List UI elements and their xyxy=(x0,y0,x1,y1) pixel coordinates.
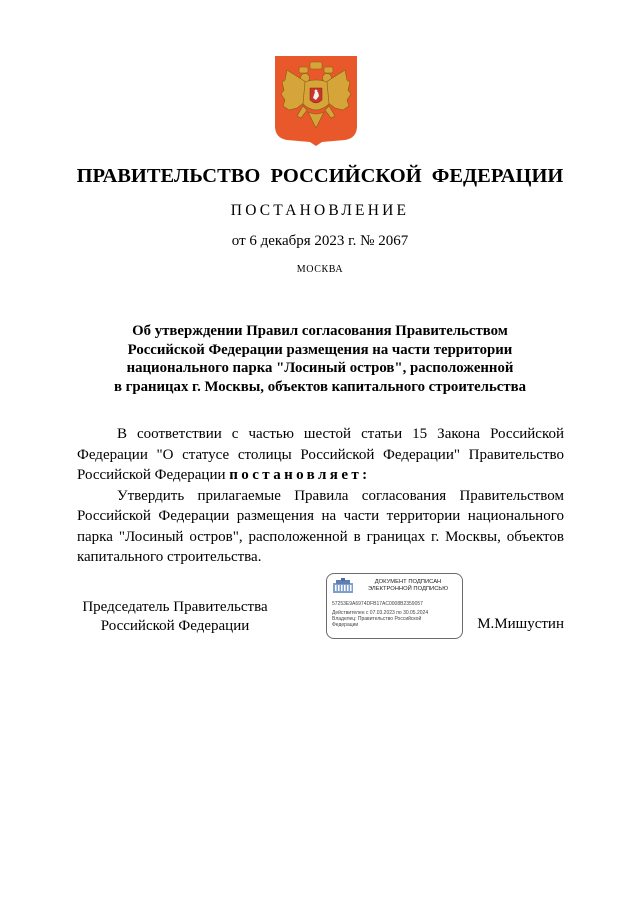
government-title: ПРАВИТЕЛЬСТВО РОССИЙСКОЙ ФЕДЕРАЦИИ xyxy=(76,165,564,187)
document-type: ПОСТАНОВЛЕНИЕ xyxy=(230,202,410,219)
stamp-title-line: ЭЛЕКТРОННОЙ ПОДПИСЬЮ xyxy=(367,586,449,592)
document-date-number: от 6 декабря 2023 г. № 2067 xyxy=(231,233,409,249)
government-building-icon xyxy=(332,578,354,594)
subject-line: в границах г. Москвы, объектов капитального строительства xyxy=(113,378,527,395)
signatory-name: М.Мишустин xyxy=(477,616,564,632)
stamp-owner-line: Федерации xyxy=(332,622,359,628)
document-subject xyxy=(80,322,560,396)
body-paragraph-1-text: В соответствии с частью шестой статьи 15 Закона Российской Федерации "О статусе столицы Российской Федерации" Правительство Российской Федерации xyxy=(77,426,564,483)
document-city: МОСКВА xyxy=(296,264,344,275)
stamp-owner-line: Владелец: Правительство Российской xyxy=(332,616,422,622)
document-body xyxy=(77,424,564,568)
stamp-serial: 57253E9A6974DFB17AC0008B2359057 xyxy=(332,601,423,607)
signatory-position-line: Председатель Правительства xyxy=(82,599,268,615)
coat-of-arms-emblem xyxy=(275,56,357,146)
electronic-signature-stamp xyxy=(326,573,463,639)
subject-line: Российской Федерации размещения на части территории xyxy=(127,341,513,358)
body-paragraph-1 xyxy=(77,424,564,486)
stamp-validity: Действителен с 07.03.2023 по 30.05.2024 xyxy=(332,610,429,616)
subject-line: национального парка "Лосиный остров", расположенной xyxy=(126,360,514,376)
signatory-position-line: Российской Федерации xyxy=(100,617,250,634)
decree-keyword: постановляет: xyxy=(229,467,371,483)
stamp-title-line: ДОКУМЕНТ ПОДПИСАН xyxy=(374,579,442,585)
body-paragraph-2: Утвердить прилагаемые Правила согласования Правительством Российской Федерации размещения на части территории национального парка "Лосиный остров", расположенной в границах г. Москвы, объектов капитального строительства. xyxy=(77,487,564,565)
subject-line: Об утверждении Правил согласования Правительством xyxy=(132,323,508,339)
signatory-position xyxy=(70,598,280,635)
stamp-title xyxy=(355,579,461,593)
